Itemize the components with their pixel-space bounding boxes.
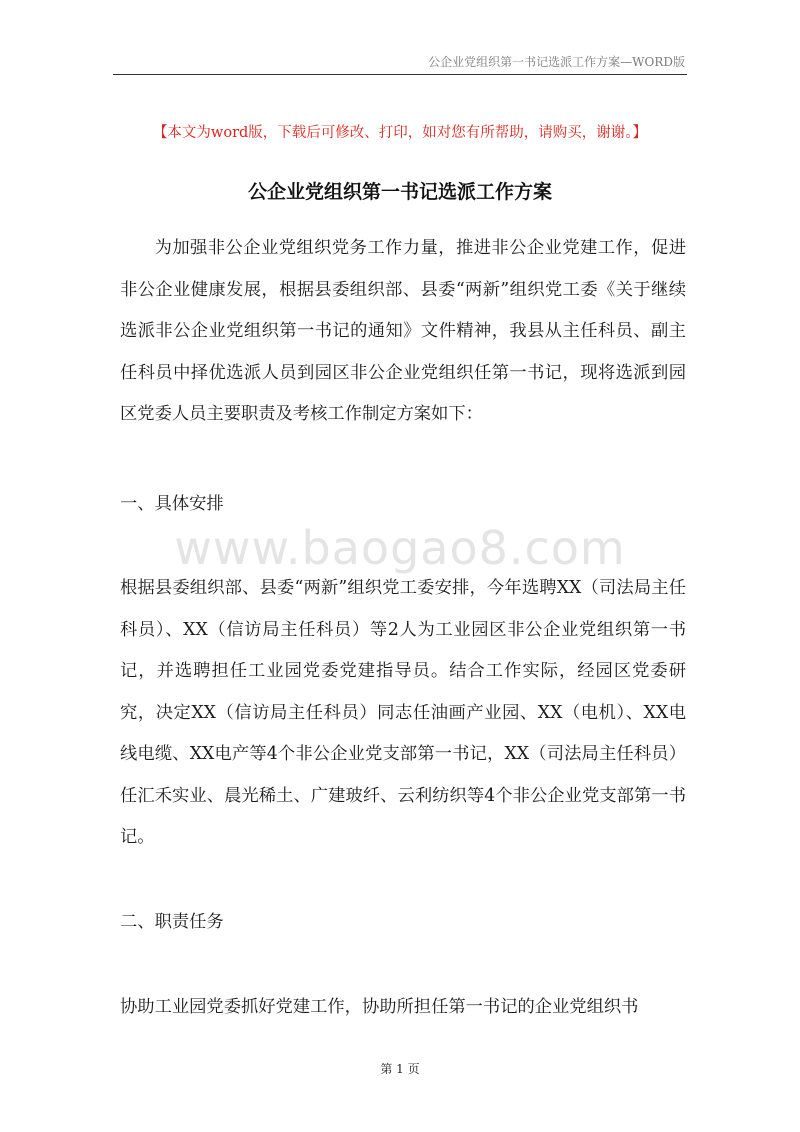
section-heading-arrangement: 一、具体安排 [120,494,224,514]
duties-paragraph: 协助工业园党委抓好党建工作，协助所担任第一书记的企业党组织书 [120,997,639,1017]
download-notice: 【本文为word版，下载后可修改、打印，如对您有所帮助，请购买，谢谢。】 [152,125,648,141]
watermark-text: www.baogao8.com [174,521,626,575]
document-title: 公企业党组织第一书记选派工作方案 [247,181,552,203]
page-number: 第 1 页 [380,1062,420,1076]
section-heading-duties: 二、职责任务 [120,912,224,932]
intro-paragraph: 为加强非公企业党组织党务工作力量，推进非公企业党建工作，促进非公企业健康发展，根据县委组织部、县委“两新”组织党工委《关于继续选派非公企业党组织第一书记的通知》文件精神，我县从主任科员、副主任科员中择优选派人员到园区非公企业党组织任第一书记，现将选派到园区党委人员主要职责及考核工作制定方案如下： [120,238,686,424]
running-header: 公企业党组织第一书记选派工作方案—WORD版 [428,55,685,69]
arrangement-paragraph: 根据县委组织部、县委“两新”组织党工委安排，今年选聘XX（司法局主任科员）、XX（信访局主任科员）等2人为工业园区非公企业党组织第一书记，并选聘担任工业园党委党建指导员。结合工作实际，经园区党委研究，决定XX（信访局主任科员）同志任油画产业园、XX（电机）、XX电线电缆、XX电产等4个非公企业党支部第一书记，XX（司法局主任科员）任汇禾实业、晨光稀土、广建玻纤、云利纺织等4个非公企业党支部第一书记。 [120,578,686,847]
header-divider [113,74,687,75]
